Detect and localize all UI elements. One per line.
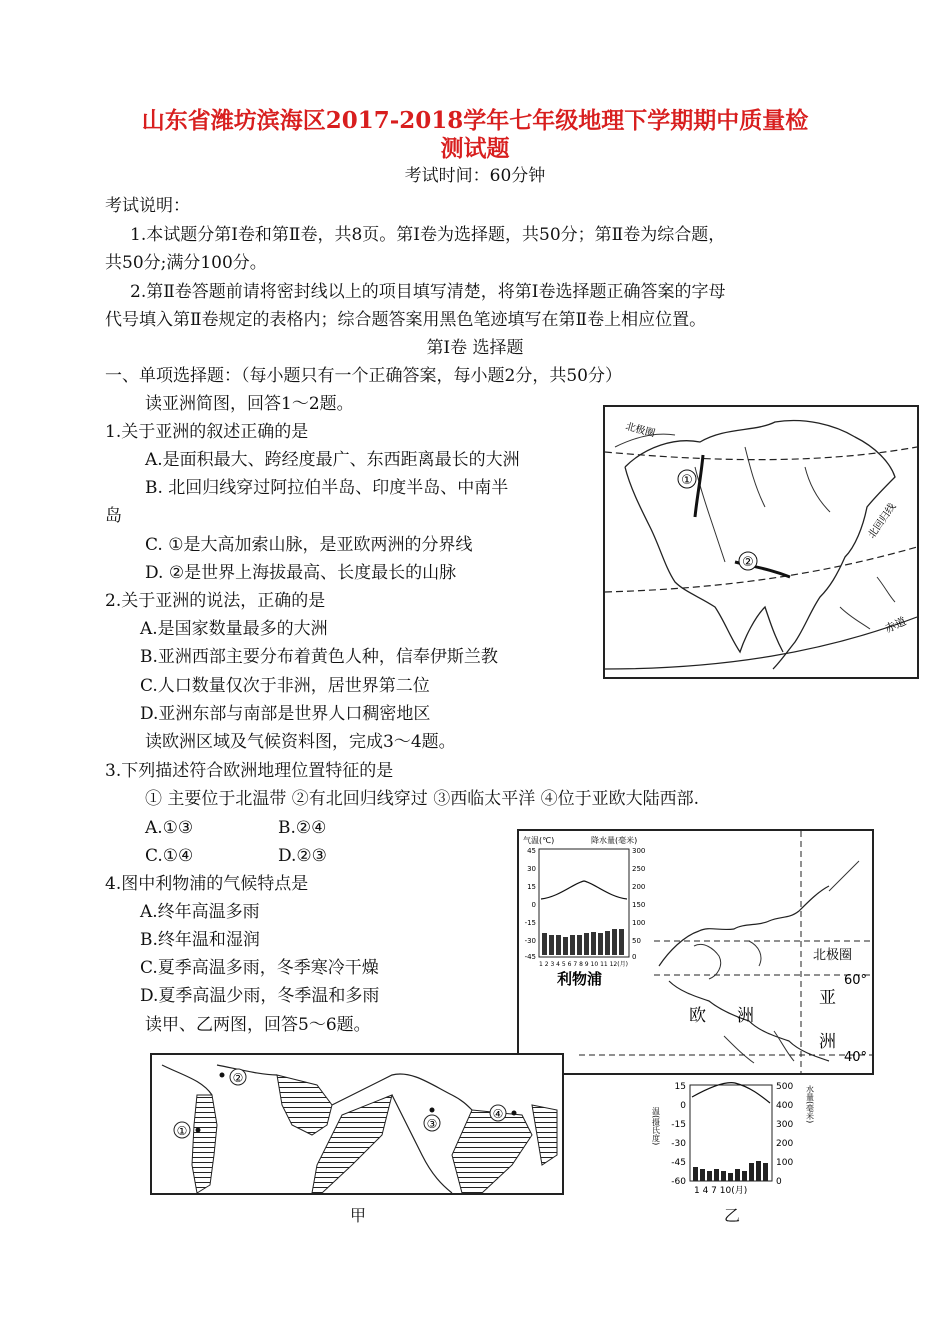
asia-map xyxy=(603,405,919,679)
yi-prec-tick: 400 xyxy=(776,1101,794,1111)
asia-map-tropic-label: 北回归线 xyxy=(866,501,899,541)
lat-40-label: 40° xyxy=(844,1050,868,1065)
jia-marker-4: ④ xyxy=(492,1107,504,1121)
liverpool-temp-tick: 30 xyxy=(527,865,536,873)
yi-prec-tick: 100 xyxy=(776,1158,794,1168)
q2-stem: 2.关于亚洲的说法，正确的是 xyxy=(105,591,326,611)
liverpool-prec-tick: 0 xyxy=(632,953,637,961)
q1-option-c: C. ①是大高加索山脉，是亚欧两洲的分界线 xyxy=(145,535,473,555)
liverpool-temp-tick: 0 xyxy=(531,901,536,909)
jia-marker-3: ③ xyxy=(426,1117,438,1131)
liverpool-prec-tick: 250 xyxy=(632,865,646,873)
q3-option-d: D.②③ xyxy=(278,846,327,866)
notes-p2-line2: 代号填入第Ⅱ卷规定的表格内；综合题答案用黑色笔迹填写在第Ⅱ卷上相应位置。 xyxy=(105,310,707,330)
yi-prec-tick: 300 xyxy=(776,1120,794,1130)
read-europe-instruction: 读欧洲区域及气候资料图，完成3～4题。 xyxy=(145,732,456,752)
q3-option-a: A.①③ xyxy=(145,818,194,838)
liverpool-temp-tick: -30 xyxy=(524,937,536,945)
q2-option-d: D.亚洲东部与南部是世界人口稠密地区 xyxy=(140,704,431,724)
q1-option-b: B. 北回归线穿过阿拉伯半岛、印度半岛、中南半 xyxy=(145,478,509,498)
yi-prec-tick: 200 xyxy=(776,1139,794,1149)
yi-prec-tick: 500 xyxy=(776,1082,794,1092)
liverpool-temp-tick: -45 xyxy=(524,953,536,961)
yi-temp-tick: -45 xyxy=(671,1158,686,1168)
liverpool-temp-tick: 45 xyxy=(527,847,536,855)
yi-temp-tick: 0 xyxy=(680,1101,686,1111)
q2-option-a: A.是国家数量最多的大洲 xyxy=(140,619,328,639)
q4-option-d: D.夏季高温少雨，冬季温和多雨 xyxy=(140,986,380,1006)
asia-label-2: 洲 xyxy=(819,1032,836,1052)
liverpool-prec-axis-label: 降水量(毫米) xyxy=(591,836,638,845)
q3-option-c: C.①④ xyxy=(145,846,194,866)
yi-temp-tick: -30 xyxy=(671,1139,686,1149)
europe-label-2: 洲 xyxy=(737,1006,754,1026)
q1-option-b-cont: 岛 xyxy=(105,506,122,526)
exam-time: 考试时间：60分钟 xyxy=(404,166,546,186)
yi-temp-tick: 15 xyxy=(674,1082,686,1092)
yi-temp-axis-label: 温(摄氏度) xyxy=(651,1107,661,1146)
yi-temp-tick: -60 xyxy=(671,1177,686,1187)
yi-temp-tick: -15 xyxy=(671,1120,686,1130)
q1-stem: 1.关于亚洲的叙述正确的是 xyxy=(105,422,309,442)
liverpool-prec-tick: 150 xyxy=(632,901,646,909)
liverpool-label: 利物浦 xyxy=(557,970,603,988)
yi-caption: 乙 xyxy=(724,1206,741,1225)
liverpool-prec-tick: 200 xyxy=(632,883,646,891)
jia-caption: 甲 xyxy=(350,1206,367,1225)
asia-map-arctic-label: 北极圈 xyxy=(624,421,657,440)
europe-label-1: 欧 xyxy=(689,1006,706,1026)
q2-option-b: B.亚洲西部主要分布着黄色人种，信奉伊斯兰教 xyxy=(140,647,498,667)
jia-marker-1: ① xyxy=(176,1124,188,1138)
liverpool-prec-tick: 300 xyxy=(632,847,646,855)
q4-option-c: C.夏季高温多雨，冬季寒冷干燥 xyxy=(140,958,379,978)
q3-statements: ① 主要位于北温带 ②有北回归线穿过 ③西临太平洋 ④位于亚欧大陆西部. xyxy=(145,789,700,809)
page-title-line1: 山东省潍坊滨海区2017-2018学年七年级地理下学期期中质量检 xyxy=(141,107,809,134)
liverpool-month-axis: 1 2 3 4 5 6 7 8 9 10 11 12(月) xyxy=(539,961,628,968)
part1-heading: 一、单项选择题：（每小题只有一个正确答案，每小题2分，共50分） xyxy=(105,366,622,386)
yi-prec-axis-label: 水量(毫米) xyxy=(805,1085,815,1124)
q1-option-a: A.是面积最大、跨经度最广、东西距离最长的大洲 xyxy=(145,450,520,470)
asia-label-1: 亚 xyxy=(819,988,836,1008)
yi-chart xyxy=(650,1077,820,1197)
read-asia-instruction: 读亚洲简图，回答1～2题。 xyxy=(145,394,354,414)
asia-map-marker-1: ① xyxy=(681,473,693,488)
notes-p1-line1: 1.本试题分第Ⅰ卷和第Ⅱ卷，共8页。第Ⅰ卷为选择题，共50分；第Ⅱ卷为综合题， xyxy=(130,225,726,245)
liverpool-temp-axis-label: 气温(℃) xyxy=(523,836,555,845)
asia-map-marker-2: ② xyxy=(742,555,754,570)
europe-map xyxy=(517,829,874,1075)
q4-stem: 4.图中利物浦的气候特点是 xyxy=(105,874,309,894)
asia-map-equator-label: 赤道 xyxy=(882,614,909,636)
liverpool-temp-tick: 15 xyxy=(527,883,536,891)
lat-60-label: 60° xyxy=(844,973,868,988)
q3-stem: 3.下列描述符合欧洲地理位置特征的是 xyxy=(105,761,394,781)
read-jia-yi-instruction: 读甲、乙两图，回答5～6题。 xyxy=(145,1015,371,1035)
europe-arctic-label: 北极圈 xyxy=(813,948,853,963)
notes-p2-line1: 2.第Ⅱ卷答题前请将密封线以上的项目填写清楚，将第Ⅰ卷选择题正确答案的字母 xyxy=(130,282,726,302)
jia-marker-2: ② xyxy=(232,1071,244,1085)
yi-month-axis: 1 4 7 10(月) xyxy=(694,1186,748,1196)
q1-option-d: D. ②是世界上海拔最高、长度最长的山脉 xyxy=(145,563,457,583)
jia-map xyxy=(150,1053,564,1195)
section-title: 第Ⅰ卷 选择题 xyxy=(426,338,524,358)
q3-option-b: B.②④ xyxy=(278,818,327,838)
page-title-line2: 测试题 xyxy=(440,135,510,162)
liverpool-prec-tick: 100 xyxy=(632,919,646,927)
q4-option-a: A.终年高温多雨 xyxy=(140,902,260,922)
q2-option-c: C.人口数量仅次于非洲，居世界第二位 xyxy=(140,676,430,696)
liverpool-prec-tick: 50 xyxy=(632,937,641,945)
liverpool-temp-tick: -15 xyxy=(524,919,536,927)
q4-option-b: B.终年温和湿润 xyxy=(140,930,260,950)
notes-heading: 考试说明： xyxy=(105,196,190,216)
notes-p1-line2: 共50分;满分100分。 xyxy=(105,253,267,273)
yi-prec-tick: 0 xyxy=(776,1177,782,1187)
